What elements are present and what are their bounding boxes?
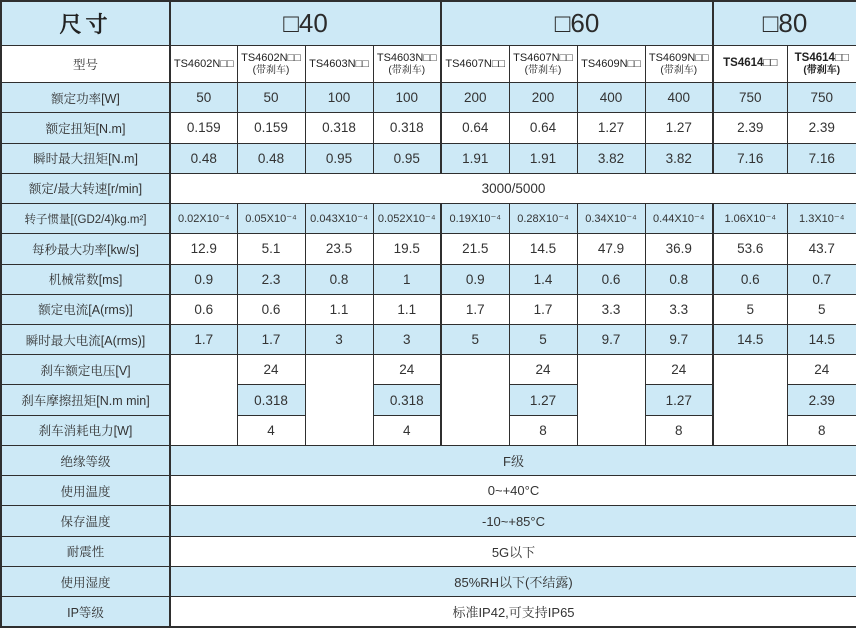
brake-voltage-value: 24 [373,355,441,385]
max-power-rate-value: 5.1 [237,234,305,264]
speed-value: 3000/5000 [170,173,856,203]
peak-torque-value: 1.91 [441,143,509,173]
peak-current-value: 1.7 [237,325,305,355]
row-rotor-inertia [1,204,856,234]
rated-power-value: 200 [509,83,577,113]
mech-const-value: 1 [373,264,441,294]
rated-torque-value: 0.159 [237,113,305,143]
empty-cell [170,355,237,446]
rated-torque-value: 1.27 [577,113,645,143]
rated-torque-value: 2.39 [787,113,856,143]
model-cell [305,45,373,82]
brake-power-value: 8 [645,415,713,445]
humidity-label: 使用湿度 [1,566,170,596]
mech-const-value: 0.9 [170,264,237,294]
ip-rating-value: 标准IP42,可支持IP65 [170,597,856,627]
brake-friction-value: 0.318 [373,385,441,415]
peak-current-value: 9.7 [645,325,713,355]
model-cell [787,45,856,82]
model-cell [509,45,577,82]
row-speed [1,173,856,203]
model-name: TS4609N□□ [648,51,709,64]
brake-voltage-value: 24 [237,355,305,385]
rotor-inertia-label: 转子惯量[(GD2/4)kg.m²] [1,204,170,234]
size-group-40: □40 [170,1,441,45]
rated-current-value: 5 [713,294,787,324]
peak-torque-value: 7.16 [713,143,787,173]
brake-friction-value: 0.318 [237,385,305,415]
model-cell [645,45,713,82]
row-max-power-rate [1,234,856,264]
vibration-value: 5G以下 [170,536,856,566]
model-cell [441,45,509,82]
rated-power-value: 750 [713,83,787,113]
mech-const-value: 0.6 [577,264,645,294]
brake-voltage-value: 24 [787,355,856,385]
row-size-header [1,1,856,45]
peak-torque-value: 0.95 [373,143,441,173]
model-brake-suffix: (带刹车) [803,64,841,76]
rotor-inertia-value: 0.34X10⁻⁴ [577,204,645,234]
rated-current-value: 0.6 [237,294,305,324]
row-peak-current [1,325,856,355]
max-power-rate-value: 19.5 [373,234,441,264]
mech-const-value: 0.8 [305,264,373,294]
row-operating-temp [1,476,856,506]
peak-current-value: 14.5 [713,325,787,355]
model-cell [713,45,787,82]
storage-temp-label: 保存温度 [1,506,170,536]
empty-cell [577,355,645,446]
insulation-label: 绝缘等级 [1,445,170,475]
max-power-rate-label: 每秒最大功率[kw/s] [1,234,170,264]
rotor-inertia-value: 1.06X10⁻⁴ [713,204,787,234]
rated-power-value: 100 [305,83,373,113]
model-name: TS4614□□ [794,51,849,64]
brake-friction-value: 1.27 [509,385,577,415]
brake-friction-value: 2.39 [787,385,856,415]
rated-current-value: 1.7 [441,294,509,324]
row-rated-power [1,83,856,113]
row-rated-torque [1,113,856,143]
rated-power-value: 750 [787,83,856,113]
mech-const-value: 0.9 [441,264,509,294]
humidity-value: 85%RH以下(不结露) [170,566,856,596]
max-power-rate-value: 53.6 [713,234,787,264]
peak-torque-label: 瞬时最大扭矩[N.m] [1,143,170,173]
empty-cell [713,355,787,446]
rated-current-value: 3.3 [645,294,713,324]
rated-torque-value: 0.159 [170,113,237,143]
rated-power-label: 额定功率[W] [1,83,170,113]
mech-const-value: 2.3 [237,264,305,294]
mech-const-value: 0.6 [713,264,787,294]
model-name: TS4607N□□ [445,57,506,70]
model-cell [170,45,237,82]
empty-cell [441,355,509,446]
rated-current-value: 3.3 [577,294,645,324]
brake-power-value: 8 [509,415,577,445]
rotor-inertia-value: 0.052X10⁻⁴ [373,204,441,234]
peak-torque-value: 7.16 [787,143,856,173]
rated-power-value: 50 [170,83,237,113]
size-header-label: 尺寸 [1,1,170,45]
row-vibration [1,536,856,566]
size-group-80: □80 [713,1,856,45]
peak-current-value: 14.5 [787,325,856,355]
peak-current-label: 瞬时最大电流[A(rms)] [1,325,170,355]
row-model [1,45,856,82]
row-brake-voltage [1,355,856,385]
mech-const-value: 0.8 [645,264,713,294]
peak-torque-value: 3.82 [577,143,645,173]
max-power-rate-value: 23.5 [305,234,373,264]
model-name: TS4609N□□ [581,57,641,70]
rotor-inertia-value: 0.02X10⁻⁴ [170,204,237,234]
storage-temp-value: -10~+85°C [170,506,856,536]
speed-label: 额定/最大转速[r/min] [1,173,170,203]
model-name: TS4614□□ [723,57,778,70]
row-insulation [1,445,856,475]
model-cell [577,45,645,82]
size-group-60: □60 [441,1,713,45]
rotor-inertia-value: 0.043X10⁻⁴ [305,204,373,234]
row-humidity [1,566,856,596]
row-ip-rating [1,597,856,627]
peak-current-value: 3 [373,325,441,355]
peak-current-value: 9.7 [577,325,645,355]
peak-current-value: 3 [305,325,373,355]
peak-current-value: 1.7 [170,325,237,355]
max-power-rate-value: 43.7 [787,234,856,264]
model-name: TS4603N□□ [309,57,369,70]
rated-power-value: 200 [441,83,509,113]
vibration-label: 耐震性 [1,536,170,566]
model-brake-suffix: (带刹车) [252,64,290,76]
rated-power-value: 400 [577,83,645,113]
brake-voltage-value: 24 [509,355,577,385]
row-peak-torque [1,143,856,173]
rated-torque-value: 0.318 [305,113,373,143]
model-cell [237,45,305,82]
rated-current-value: 0.6 [170,294,237,324]
peak-torque-value: 0.48 [237,143,305,173]
model-brake-suffix: (带刹车) [524,64,562,76]
brake-voltage-label: 刹车额定电压[V] [1,355,170,385]
rated-torque-value: 0.64 [441,113,509,143]
brake-friction-value: 1.27 [645,385,713,415]
peak-torque-value: 0.48 [170,143,237,173]
model-name: TS4607N□□ [513,51,573,64]
model-brake-suffix: (带刹车) [660,64,698,76]
rated-current-value: 1.1 [305,294,373,324]
peak-current-value: 5 [441,325,509,355]
max-power-rate-value: 14.5 [509,234,577,264]
mech-const-value: 1.4 [509,264,577,294]
insulation-value: F级 [170,445,856,475]
rated-torque-label: 额定扭矩[N.m] [1,113,170,143]
peak-current-value: 5 [509,325,577,355]
row-rated-current [1,294,856,324]
rotor-inertia-value: 0.28X10⁻⁴ [509,204,577,234]
rotor-inertia-value: 0.05X10⁻⁴ [237,204,305,234]
brake-power-label: 刹车消耗电力[W] [1,415,170,445]
max-power-rate-value: 47.9 [577,234,645,264]
row-storage-temp [1,506,856,536]
max-power-rate-value: 21.5 [441,234,509,264]
rated-power-value: 50 [237,83,305,113]
rated-torque-value: 1.27 [645,113,713,143]
rated-current-value: 5 [787,294,856,324]
rated-current-label: 额定电流[A(rms)] [1,294,170,324]
brake-power-value: 4 [373,415,441,445]
rotor-inertia-value: 1.3X10⁻⁴ [787,204,856,234]
rated-power-value: 100 [373,83,441,113]
rated-torque-value: 2.39 [713,113,787,143]
model-row-label: 型号 [1,45,170,82]
rated-torque-value: 0.318 [373,113,441,143]
brake-voltage-value: 24 [645,355,713,385]
model-cell [373,45,441,82]
operating-temp-label: 使用温度 [1,476,170,506]
row-mech-const [1,264,856,294]
model-name: TS4602N□□ [241,51,301,64]
brake-power-value: 8 [787,415,856,445]
peak-torque-value: 3.82 [645,143,713,173]
model-brake-suffix: (带刹车) [388,64,426,76]
operating-temp-value: 0~+40°C [170,476,856,506]
mech-const-value: 0.7 [787,264,856,294]
mech-const-label: 机械常数[ms] [1,264,170,294]
peak-torque-value: 0.95 [305,143,373,173]
brake-friction-label: 刹车摩擦扭矩[N.m min] [1,385,170,415]
max-power-rate-value: 12.9 [170,234,237,264]
model-name: TS4602N□□ [173,57,234,70]
rated-current-value: 1.1 [373,294,441,324]
ip-rating-label: IP等级 [1,597,170,627]
rated-current-value: 1.7 [509,294,577,324]
rotor-inertia-value: 0.19X10⁻⁴ [441,204,509,234]
rotor-inertia-value: 0.44X10⁻⁴ [645,204,713,234]
max-power-rate-value: 36.9 [645,234,713,264]
empty-cell [305,355,373,446]
rated-torque-value: 0.64 [509,113,577,143]
model-name: TS4603N□□ [376,51,437,64]
brake-power-value: 4 [237,415,305,445]
rated-power-value: 400 [645,83,713,113]
peak-torque-value: 1.91 [509,143,577,173]
